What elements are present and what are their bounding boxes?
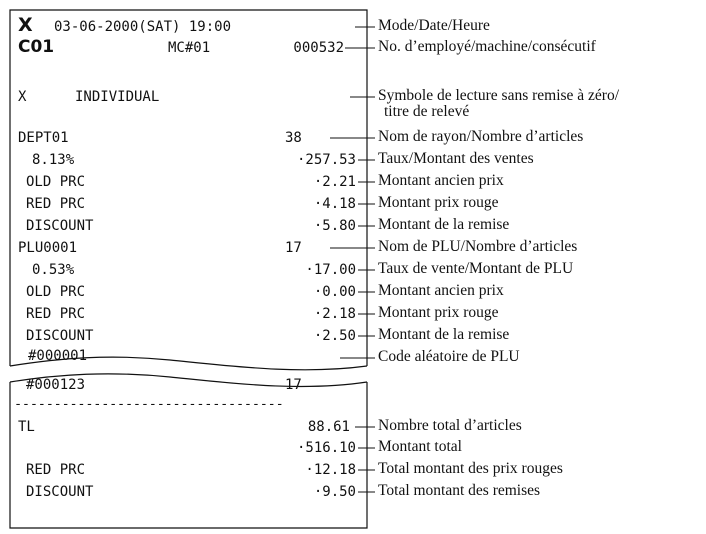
plu-amount: ·17.00 <box>305 262 356 278</box>
label-employee: No. d’employé/machine/consécutif <box>378 38 596 55</box>
dept-amount: ·257.53 <box>296 152 356 168</box>
label-total-red: Total montant des prix rouges <box>378 460 563 477</box>
label-symbol-line1: Symbole de lecture sans remise à zéro/ <box>378 87 620 104</box>
dashed-separator: ---------------------------------- <box>14 396 284 412</box>
plu-red-prc-label: RED PRC <box>26 306 86 322</box>
label-dept-name: Nom de rayon/Nombre d’articles <box>378 128 584 145</box>
label-plu-rate: Taux de vente/Montant de PLU <box>378 260 574 277</box>
plu-code-last: #000123 <box>26 377 86 393</box>
plu-discount-label: DISCOUNT <box>26 328 94 344</box>
label-old-price: Montant ancien prix <box>378 172 504 189</box>
label-red-price: Montant prix rouge <box>378 194 499 211</box>
clerk-number: C01 <box>18 37 55 57</box>
dept-red-prc-label: RED PRC <box>26 196 86 212</box>
plu-name: PLU0001 <box>18 240 78 256</box>
total-amount: ·516.10 <box>296 440 356 456</box>
plu-code-last-count: 17 <box>285 377 302 393</box>
label-discount: Montant de la remise <box>378 216 510 233</box>
total-red-prc-value: ·12.18 <box>305 462 356 478</box>
total-red-prc-label: RED PRC <box>26 462 86 478</box>
total-discount-value: ·9.50 <box>313 484 356 500</box>
total-count: 88.61 <box>307 419 350 435</box>
dept-count: 38 <box>285 130 302 146</box>
label-total-items: Nombre total d’articles <box>378 417 522 434</box>
label-symbol-line2: titre de relevé <box>384 103 470 120</box>
label-discount2: Montant de la remise <box>378 326 510 343</box>
dept-rate: 8.13% <box>32 152 75 168</box>
mode-symbol: X <box>18 14 33 36</box>
plu-rate: 0.53% <box>32 262 75 278</box>
machine-number: MC#01 <box>168 40 211 56</box>
total-discount-label: DISCOUNT <box>26 484 94 500</box>
dept-discount-label: DISCOUNT <box>26 218 94 234</box>
plu-old-prc-value: ·0.00 <box>313 284 356 300</box>
total-label: TL <box>18 419 35 435</box>
dept-name: DEPT01 <box>18 130 69 146</box>
label-old-price2: Montant ancien prix <box>378 282 504 299</box>
label-random-code: Code aléatoire de PLU <box>378 348 520 365</box>
plu-old-prc-label: OLD PRC <box>26 284 86 300</box>
plu-count: 17 <box>285 240 302 256</box>
dept-red-prc-value: ·4.18 <box>313 196 356 212</box>
date-time: 03-06-2000(SAT) 19:00 <box>54 19 232 35</box>
dept-old-prc-value: ·2.21 <box>313 174 356 190</box>
label-red-price2: Montant prix rouge <box>378 304 499 321</box>
dept-old-prc-label: OLD PRC <box>26 174 86 190</box>
report-title: INDIVIDUAL <box>75 89 160 105</box>
report-symbol: X <box>18 89 27 105</box>
label-mode: Mode/Date/Heure <box>378 17 490 34</box>
label-plu-name: Nom de PLU/Nombre d’articles <box>378 238 578 255</box>
dept-discount-value: ·5.80 <box>313 218 356 234</box>
plu-discount-value: ·2.50 <box>313 328 356 344</box>
consecutive-number: 000532 <box>293 40 344 56</box>
label-rate-amount: Taux/Montant des ventes <box>378 150 534 167</box>
label-total-discount: Total montant des remises <box>378 482 541 499</box>
plu-red-prc-value: ·2.18 <box>313 306 356 322</box>
label-total-amount: Montant total <box>378 438 462 455</box>
plu-code-first: #000001 <box>28 348 88 364</box>
